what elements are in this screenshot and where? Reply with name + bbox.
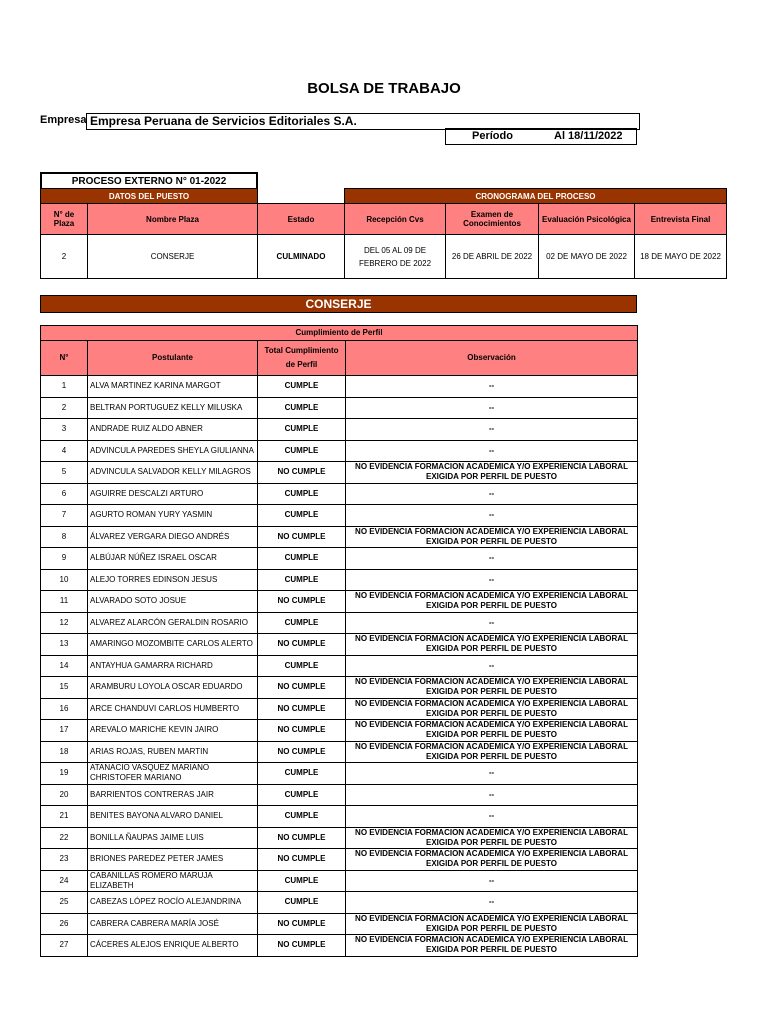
row-postulante: CÁCERES ALEJOS ENRIQUE ALBERTO <box>88 935 258 957</box>
row-number: 7 <box>41 505 88 527</box>
row-cumplimiento: CUMPLE <box>258 655 346 677</box>
row-cumplimiento: NO CUMPLE <box>258 720 346 742</box>
table-row <box>41 376 638 398</box>
table-row <box>41 548 638 570</box>
row-number: 13 <box>41 634 88 656</box>
table-row <box>41 935 638 957</box>
row-number: 25 <box>41 892 88 914</box>
page-title: BOLSA DE TRABAJO <box>307 80 461 97</box>
proceso-label: PROCESO EXTERNO N° 01-2022 <box>40 172 258 191</box>
row-postulante: ARCE CHANDUVI CARLOS HUMBERTO <box>88 698 258 720</box>
row-number: 22 <box>41 827 88 849</box>
row-postulante: ATANACIO VASQUEZ MARIANO CHRISTOFER MARIANO <box>88 763 258 785</box>
row-observacion: -- <box>346 569 638 591</box>
row-observacion: -- <box>346 870 638 892</box>
row-number: 18 <box>41 741 88 763</box>
table-row <box>41 591 638 613</box>
row-cumplimiento: NO CUMPLE <box>258 935 346 957</box>
row-number: 4 <box>41 440 88 462</box>
row-observacion: -- <box>346 505 638 527</box>
empresa-label: Empresa <box>40 114 87 126</box>
row-cumplimiento: NO CUMPLE <box>258 741 346 763</box>
row-cumplimiento: CUMPLE <box>258 784 346 806</box>
col-observacion: Observación <box>346 341 638 376</box>
row-postulante: ARIAS ROJAS, RUBEN MARTIN <box>88 741 258 763</box>
table-row <box>41 655 638 677</box>
table-row <box>41 569 638 591</box>
datos-puesto-header: DATOS DEL PUESTO <box>41 189 258 204</box>
row-cumplimiento: CUMPLE <box>258 505 346 527</box>
table-row <box>41 892 638 914</box>
row-postulante: ARAMBURU LOYOLA OSCAR EDUARDO <box>88 677 258 699</box>
row-observacion: NO EVIDENCIA FORMACION ACADEMICA Y/O EXPERIENCIA LABORAL EXIGIDA POR PERFIL DE PUESTO <box>346 849 638 871</box>
row-cumplimiento: NO CUMPLE <box>258 462 346 484</box>
row-cumplimiento: CUMPLE <box>258 419 346 441</box>
table-row <box>41 720 638 742</box>
periodo-value: Al 18/11/2022 <box>554 130 623 142</box>
row-number: 15 <box>41 677 88 699</box>
row-observacion: NO EVIDENCIA FORMACION ACADEMICA Y/O EXPERIENCIA LABORAL EXIGIDA POR PERFIL DE PUESTO <box>346 913 638 935</box>
col-entrevista: Entrevista Final <box>635 204 727 235</box>
row-observacion: NO EVIDENCIA FORMACION ACADEMICA Y/O EXPERIENCIA LABORAL EXIGIDA POR PERFIL DE PUESTO <box>346 677 638 699</box>
row-postulante: ALVARADO SOTO JOSUE <box>88 591 258 613</box>
row-observacion: -- <box>346 440 638 462</box>
row-number: 1 <box>41 376 88 398</box>
row-cumplimiento: NO CUMPLE <box>258 698 346 720</box>
row-postulante: AMARINGO MOZOMBITE CARLOS ALERTO <box>88 634 258 656</box>
cumplimiento-header: Cumplimiento de Perfil <box>41 326 638 341</box>
row-number: 26 <box>41 913 88 935</box>
row-postulante: BARRIENTOS CONTRERAS JAIR <box>88 784 258 806</box>
col-evaluacion: Evaluación Psicológica <box>539 204 635 235</box>
row-number: 5 <box>41 462 88 484</box>
col-postulante: Postulante <box>88 341 258 376</box>
table-row <box>41 397 638 419</box>
table-row <box>41 483 638 505</box>
col-estado: Estado <box>258 204 345 235</box>
col-cumplimiento: Total Cumplimiento de Perfil <box>258 341 346 376</box>
table-row <box>41 806 638 828</box>
table-row <box>41 526 638 548</box>
periodo-box <box>445 128 637 145</box>
row-postulante: AREVALO MARICHE KEVIN JAIRO <box>88 720 258 742</box>
row-cumplimiento: NO CUMPLE <box>258 526 346 548</box>
row-cumplimiento: CUMPLE <box>258 892 346 914</box>
cronograma-header: CRONOGRAMA DEL PROCESO <box>345 189 727 204</box>
row-observacion: NO EVIDENCIA FORMACION ACADEMICA Y/O EXPERIENCIA LABORAL EXIGIDA POR PERFIL DE PUESTO <box>346 741 638 763</box>
table-row <box>41 419 638 441</box>
row-postulante: AGURTO ROMAN YURY YASMIN <box>88 505 258 527</box>
table-row <box>41 827 638 849</box>
row-number: 24 <box>41 870 88 892</box>
row-cumplimiento: NO CUMPLE <box>258 634 346 656</box>
table-row <box>41 440 638 462</box>
row-postulante: CABRERA CABRERA MARÍA JOSÉ <box>88 913 258 935</box>
row-postulante: ALVA MARTINEZ KARINA MARGOT <box>88 376 258 398</box>
table-row <box>41 784 638 806</box>
periodo-label: Período <box>472 130 513 142</box>
row-cumplimiento: NO CUMPLE <box>258 827 346 849</box>
row-number: 23 <box>41 849 88 871</box>
table-row <box>41 462 638 484</box>
row-cumplimiento: CUMPLE <box>258 870 346 892</box>
row-number: 9 <box>41 548 88 570</box>
row-observacion: NO EVIDENCIA FORMACION ACADEMICA Y/O EXPERIENCIA LABORAL EXIGIDA POR PERFIL DE PUESTO <box>346 698 638 720</box>
section-title: CONSERJE <box>40 295 637 313</box>
row-cumplimiento: CUMPLE <box>258 548 346 570</box>
row-number: 17 <box>41 720 88 742</box>
col-nombre-plaza: Nombre Plaza <box>88 204 258 235</box>
row-cumplimiento: CUMPLE <box>258 569 346 591</box>
row-observacion: -- <box>346 763 638 785</box>
row-postulante: BENITES BAYONA ALVARO DANIEL <box>88 806 258 828</box>
table-row <box>41 698 638 720</box>
row-postulante: BONILLA ÑAUPAS JAIME LUIS <box>88 827 258 849</box>
row-cumplimiento: CUMPLE <box>258 483 346 505</box>
row-postulante: ANDRADE RUIZ ALDO ABNER <box>88 419 258 441</box>
table-row <box>41 741 638 763</box>
table-row <box>41 849 638 871</box>
row-number: 20 <box>41 784 88 806</box>
table-row <box>41 612 638 634</box>
row-postulante: ÁLVAREZ VERGARA DIEGO ANDRÉS <box>88 526 258 548</box>
row-observacion: NO EVIDENCIA FORMACION ACADEMICA Y/O EXPERIENCIA LABORAL EXIGIDA POR PERFIL DE PUESTO <box>346 526 638 548</box>
row-observacion: NO EVIDENCIA FORMACION ACADEMICA Y/O EXPERIENCIA LABORAL EXIGIDA POR PERFIL DE PUESTO <box>346 720 638 742</box>
row-cumplimiento: CUMPLE <box>258 806 346 828</box>
row-number: 8 <box>41 526 88 548</box>
row-observacion: -- <box>346 612 638 634</box>
table-row <box>41 763 638 785</box>
row-postulante: BELTRAN PORTUGUEZ KELLY MILUSKA <box>88 397 258 419</box>
row-number: 2 <box>41 397 88 419</box>
row-number: 12 <box>41 612 88 634</box>
row-observacion: -- <box>346 892 638 914</box>
row-cumplimiento: CUMPLE <box>258 763 346 785</box>
row-cumplimiento: CUMPLE <box>258 376 346 398</box>
row-postulante: CABANILLAS ROMERO MARUJA ELIZABETH <box>88 870 258 892</box>
row-number: 19 <box>41 763 88 785</box>
row-number: 11 <box>41 591 88 613</box>
row-observacion: NO EVIDENCIA FORMACION ACADEMICA Y/O EXPERIENCIA LABORAL EXIGIDA POR PERFIL DE PUESTO <box>346 935 638 957</box>
row-observacion: -- <box>346 548 638 570</box>
row-postulante: CABEZAS LÓPEZ ROCÍO ALEJANDRINA <box>88 892 258 914</box>
puesto-row: 2 CONSERJE CULMINADO DEL 05 AL 09 DE FEBRERO DE 2022 26 DE ABRIL DE 2022 02 DE MAYO DE 2022 18 DE MAYO DE 2022 <box>41 235 727 279</box>
row-observacion: -- <box>346 806 638 828</box>
row-observacion: NO EVIDENCIA FORMACION ACADEMICA Y/O EXPERIENCIA LABORAL EXIGIDA POR PERFIL DE PUESTO <box>346 591 638 613</box>
row-postulante: ADVINCULA SALVADOR KELLY MILAGROS <box>88 462 258 484</box>
row-postulante: ALEJO TORRES EDINSON JESUS <box>88 569 258 591</box>
row-number: 21 <box>41 806 88 828</box>
row-observacion: -- <box>346 483 638 505</box>
row-cumplimiento: NO CUMPLE <box>258 677 346 699</box>
row-number: 10 <box>41 569 88 591</box>
table-row <box>41 677 638 699</box>
row-observacion: -- <box>346 397 638 419</box>
row-cumplimiento: NO CUMPLE <box>258 591 346 613</box>
row-postulante: AGUIRRE DESCALZI ARTURO <box>88 483 258 505</box>
postulantes-table <box>40 325 638 957</box>
table-row <box>41 870 638 892</box>
row-observacion: -- <box>346 419 638 441</box>
row-postulante: ADVINCULA PAREDES SHEYLA GIULIANNA <box>88 440 258 462</box>
row-postulante: ALVAREZ ALARCÓN GERALDIN ROSARIO <box>88 612 258 634</box>
row-number: 27 <box>41 935 88 957</box>
row-postulante: BRIONES PAREDEZ PETER JAMES <box>88 849 258 871</box>
row-observacion: NO EVIDENCIA FORMACION ACADEMICA Y/O EXPERIENCIA LABORAL EXIGIDA POR PERFIL DE PUESTO <box>346 634 638 656</box>
puesto-table <box>40 188 727 279</box>
row-observacion: -- <box>346 655 638 677</box>
col-numero: N° <box>41 341 88 376</box>
row-cumplimiento: NO CUMPLE <box>258 849 346 871</box>
row-observacion: -- <box>346 376 638 398</box>
row-observacion: -- <box>346 784 638 806</box>
row-number: 14 <box>41 655 88 677</box>
col-examen: Examen de Conocimientos <box>446 204 539 235</box>
row-postulante: ALBÚJAR NÚÑEZ ISRAEL OSCAR <box>88 548 258 570</box>
row-cumplimiento: CUMPLE <box>258 397 346 419</box>
row-cumplimiento: CUMPLE <box>258 440 346 462</box>
row-cumplimiento: NO CUMPLE <box>258 913 346 935</box>
row-cumplimiento: CUMPLE <box>258 612 346 634</box>
row-number: 6 <box>41 483 88 505</box>
table-row <box>41 634 638 656</box>
empresa-value: Empresa Peruana de Servicios Editoriales S.A. <box>86 113 640 130</box>
row-observacion: NO EVIDENCIA FORMACION ACADEMICA Y/O EXPERIENCIA LABORAL EXIGIDA POR PERFIL DE PUESTO <box>346 462 638 484</box>
table-row <box>41 913 638 935</box>
row-observacion: NO EVIDENCIA FORMACION ACADEMICA Y/O EXPERIENCIA LABORAL EXIGIDA POR PERFIL DE PUESTO <box>346 827 638 849</box>
table-row <box>41 505 638 527</box>
col-plaza: N° de Plaza <box>41 204 88 235</box>
row-number: 16 <box>41 698 88 720</box>
row-postulante: ANTAYHUA GAMARRA RICHARD <box>88 655 258 677</box>
col-recepcion: Recepción Cvs <box>345 204 446 235</box>
row-number: 3 <box>41 419 88 441</box>
